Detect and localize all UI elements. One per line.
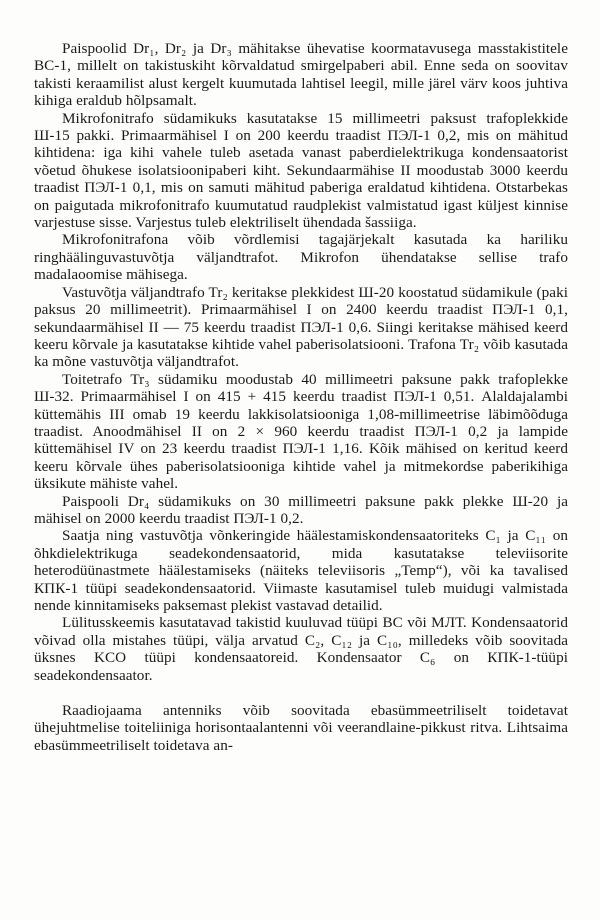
paragraph-microphone-transformer: Mikrofonitrafo südamikuks kasutatakse 15 millimeetri paksust trafoplekkide Ш-15 pakki. Primaarmähisel I on 200 keerdu traadist ПЭЛ-1 0,2, mis on mähitud kihtidena: iga kihi vahele tuleb asetada vanast paberdielektrikuga kondensaatorist võetud õhukese isolatsioonipaberi kiht. Sekundaarmähise II moodustab 3000 keerdu traadist ПЭЛ-1 0,1, mis on samuti mähitud paberiga eraldatud kihtidena. Otstarbekas on paigutada mikrofonitrafo kuumutatud raudplekist valmistatud igast küljest kinnise varjestuse sisse. Varjestus tuleb elektriliselt ühendada šassiiga. bbox=[34, 109, 568, 232]
paragraph-output-transformer: Vastuvõtja väljandtrafo Tr₂ keritakse plekkidest Ш-20 koostatud südamikule (paki paksus 20 millimeetrit). Primaarmähisel I on 2400 keerdu traadist ПЭЛ-1 0,1, sekundaarmähisel II — 75 keerdu traadist ПЭЛ-1 0,6. Siingi keritakse mähised keerd keeru kõrvale ja kasutatakse kihtide vahel paberisolatsiooni. Trafona Tr₂ võib kasutada ka mõne vastuvõtja väljandtrafot. bbox=[34, 283, 568, 371]
paragraph-choke-coils: Paispoolid Dr₁, Dr₂ ja Dr₃ mähitakse ühevatise koormatavusega masstakistitele BC-1, millelt on takistuskiht kõrvaldatud smirgelpaberi abil. Enne seda on soovitav takisti keraamilist alust kergelt kuumutada lahtisel leegil, mille järel värv koos juhtiva kihiga eraldub hõlpsamalt. bbox=[34, 40, 568, 110]
paragraph-power-transformer: Toitetrafo Tr₃ südamiku moodustab 40 millimeetri paksune pakk trafoplekke Ш-32. Primaarmähisel I on 415 + 415 keerdu traadist ПЭЛ-1 0,51. Alaldajalambi küttemähis III omab 19 keerdu lakkisolatsiooniga 1,08-millimeetrise läbimõõduga traadist. Anoodmähisel II on 2 × 960 keerdu traadist ПЭЛ-1 0,2 ja lampide küttemähisel IV on 23 keerdu traadist ПЭЛ-1 1,16. Kõik mähised on keritud keerd keeru kõrvale ühes paberisolatsiooniga kihtide vahel ja mitmekordse paberikihiga üksikute mähiste vahel. bbox=[34, 370, 568, 493]
paragraph-resistors-capacitors: Lülitusskeemis kasutatavad takistid kuuluvad tüüpi BC või МЛТ. Kondensaatorid võivad olla mistahes tüüpi, välja arvatud C₂, C₁₂ ja C₁₀, milledeks võib soovitada üksnes KCO tüüpi kondensaatoreid. Kondensaator C₆ on КПК-1-tüüpi seadekondensaator. bbox=[34, 614, 568, 684]
paragraph-tuning-capacitors: Saatja ning vastuvõtja võnkeringide häälestamiskondensaatoriteks C₁ ja C₁₁ on õhkdielektrikuga seadekondensaatorid, mida kasutatakse televiisorite heterodüünastmete häälestamiseks (näiteks televiisoris „Temp“), või ka tavalised КПК-1 tüüpi seadekondensaatorid. Viimaste kasutamisel tuleb muidugi valmistada nende kinnitamiseks paksemast plekist vastavad detailid. bbox=[34, 527, 568, 614]
page-text bbox=[34, 40, 568, 754]
paragraph-choke-dr4: Paispooli Dr₄ südamikuks on 30 millimeetri paksune pakk plekke Ш-20 ja mähisel on 2000 keerdu traadist ПЭЛ-1 0,2. bbox=[34, 492, 568, 527]
paragraph-antenna: Raadiojaama antenniks võib soovitada ebasümmeetriliselt toidetavat ühejuhtmelise toiteliiniga horisontaalantenni või veerandlaine-pikkust ritva. Lihtsaima ebasümmeetriliselt toidetava an- bbox=[34, 702, 568, 754]
paragraph-microphone-alternative: Mikrofonitrafona võib võrdlemisi tagajärjekalt kasutada ka hariliku ringhäälinguvastuvõtja väljandtrafot. Mikrofon ühendatakse sellise trafo madalaoomise mähisega. bbox=[34, 231, 568, 284]
